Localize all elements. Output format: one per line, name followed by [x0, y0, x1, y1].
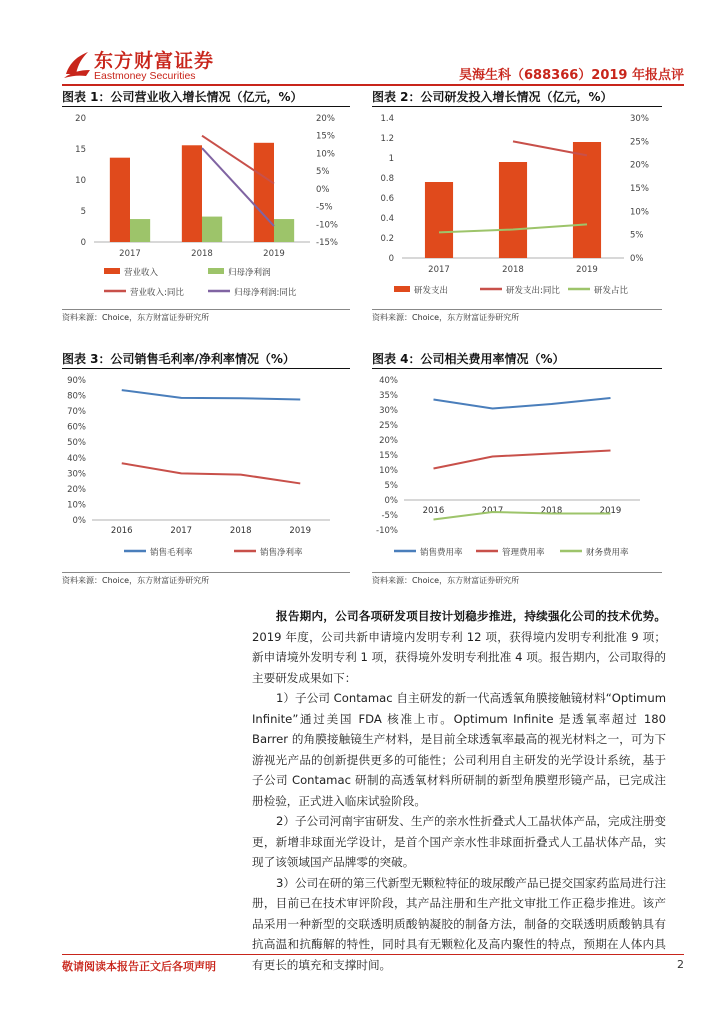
figure-4-source-rule	[372, 572, 662, 573]
legend-item-swatch	[394, 286, 410, 292]
figure-4-title-rule	[372, 368, 662, 369]
right-axis-tick: 15%	[316, 131, 335, 142]
figure-1-title: 图表 1：公司营业收入增长情况（亿元，%）	[62, 90, 303, 104]
footer-disclaimer: 敬请阅读本报告正文后各项声明	[62, 960, 216, 973]
legend-item-label: 财务费用率	[586, 548, 629, 558]
figure-3-title: 图表 3：公司销售毛利率/净利率情况（%）	[62, 352, 295, 366]
y-axis-tick: 20%	[67, 484, 86, 495]
y-axis-tick: 30%	[379, 406, 398, 416]
legend-item-label: 归母净利润	[228, 268, 271, 278]
legend-item-label: 销售净利率	[260, 548, 303, 558]
left-axis-tick: 0.8	[380, 174, 394, 184]
figure-2-title-rule	[372, 106, 662, 107]
right-axis-tick: 20%	[316, 114, 335, 124]
chart-1	[62, 108, 352, 308]
bar-归母净利润	[130, 219, 150, 242]
figure-2-source-rule	[372, 309, 662, 310]
y-axis-tick: 10%	[67, 500, 86, 511]
y-axis-tick: 40%	[67, 453, 86, 464]
x-axis-tick: 2018	[229, 526, 252, 536]
x-axis-tick: 2018	[540, 506, 563, 516]
paragraph-1	[252, 606, 666, 688]
body-text	[252, 606, 666, 975]
left-axis-tick: 0.6	[380, 194, 394, 204]
bar-营业收入	[182, 145, 202, 242]
header-rule	[62, 84, 684, 86]
y-axis-tick: -10%	[376, 526, 398, 536]
legend-item-label: 营业收入:同比	[130, 288, 184, 298]
brand-name-cn: 东方财富证券	[94, 50, 215, 72]
figure-1-source-rule	[62, 309, 350, 310]
paragraph-1-rest: 2019 年度，公司共新申请境内发明专利 12 项，获得境内发明专利批准 9 项；新申请境外发明专利 1 项，获得境外发明专利批准 4 项。报告期内，公司取得的主要研发成果如下：	[252, 629, 666, 685]
y-axis-tick: 90%	[67, 376, 86, 386]
right-axis-tick: 20%	[630, 160, 649, 171]
report-title: 昊海生科（688366）2019 年报点评	[459, 68, 684, 83]
legend-item-label: 研发支出:同比	[506, 286, 560, 296]
x-axis-tick: 2019	[289, 526, 312, 536]
paragraph-3: 2）子公司河南宇宙研发、生产的亲水性折叠式人工晶状体产品，完成注册变更，新增非球面光学设计，是首个国产亲水性非球面折叠式人工晶状体产品，实现了该领域国产品牌零的突破。	[252, 814, 666, 869]
figure-4-source: 资料来源：Choice，东方财富证券研究所	[372, 576, 520, 585]
y-axis-tick: 80%	[67, 391, 86, 402]
y-axis-tick: 0%	[72, 516, 86, 526]
figure-3-source-rule	[62, 572, 350, 573]
y-axis-tick: 40%	[379, 376, 398, 386]
x-axis-tick: 2018	[191, 249, 213, 259]
paragraph-4: 3）公司在研的第三代新型无颗粒特征的玻尿酸产品已提交国家药监局进行注册，目前已在技术审评阶段，其产品注册和生产批文审批工作正稳步推进。该产品采用一种新型的交联透明质酸钠凝胶的制备方法，制备的交联透明质酸钠具有抗高温和抗酶解的特性，同时具有无颗粒化及高内聚性的特点，预期在人体内具有更长的填充和支撑时间。	[252, 875, 666, 972]
legend-item-label: 销售费用率	[420, 548, 463, 558]
left-axis-tick: 0	[80, 238, 86, 248]
bar-营业收入	[254, 143, 274, 242]
bar-研发支出	[425, 182, 453, 258]
line-销售毛利率	[122, 390, 301, 399]
x-axis-tick: 2019	[263, 249, 285, 259]
right-axis-tick: 25%	[630, 137, 649, 148]
legend-item-label: 研发占比	[594, 286, 629, 296]
y-axis-tick: 50%	[67, 438, 86, 449]
line-管理费用率	[434, 451, 611, 469]
y-axis-tick: 0%	[384, 496, 398, 506]
y-axis-tick: 10%	[379, 466, 398, 476]
chart-2	[372, 108, 664, 308]
brand-name-en: Eastmoney Securities	[94, 70, 196, 82]
bar-归母净利润	[202, 217, 222, 242]
figure-1-title-rule	[62, 106, 350, 107]
left-axis-tick: 15	[75, 145, 86, 155]
left-axis-tick: 0	[388, 254, 394, 264]
x-axis-tick: 2017	[481, 506, 504, 516]
bar-研发支出	[499, 162, 527, 258]
y-axis-tick: 60%	[67, 422, 86, 433]
logo-icon	[62, 48, 92, 80]
x-axis-tick: 2019	[576, 265, 598, 275]
left-axis-tick: 1.4	[380, 114, 394, 124]
left-axis-tick: 1.2	[380, 134, 394, 144]
y-axis-tick: -5%	[381, 511, 398, 521]
figure-2-title: 图表 2：公司研发投入增长情况（亿元，%）	[372, 90, 613, 104]
x-axis-tick: 2019	[599, 506, 622, 516]
left-axis-tick: 0.2	[380, 234, 394, 244]
bar-归母净利润	[274, 219, 294, 242]
legend-item-label: 研发支出	[414, 286, 449, 296]
y-axis-tick: 30%	[67, 469, 86, 480]
figure-1-source: 资料来源：Choice，东方财富证券研究所	[62, 313, 210, 322]
x-axis-tick: 2016	[422, 506, 445, 516]
left-axis-tick: 1	[388, 154, 394, 164]
figure-2-source: 资料来源：Choice，东方财富证券研究所	[372, 313, 520, 322]
left-axis-tick: 20	[75, 114, 86, 124]
right-axis-tick: 30%	[630, 114, 649, 124]
x-axis-tick: 2017	[428, 265, 450, 275]
y-axis-tick: 70%	[67, 407, 86, 418]
bar-营业收入	[110, 158, 130, 242]
y-axis-tick: 35%	[379, 391, 398, 401]
right-axis-tick: 10%	[630, 207, 649, 218]
legend-item-label: 销售毛利率	[150, 548, 193, 558]
right-axis-tick: -15%	[316, 238, 338, 248]
right-axis-tick: 0%	[630, 254, 644, 264]
left-axis-tick: 10	[75, 176, 86, 186]
line-财务费用率	[434, 512, 611, 520]
logo	[62, 48, 92, 80]
line-销售净利率	[122, 463, 301, 483]
chart-3	[62, 370, 352, 570]
figure-3-title-rule	[62, 368, 350, 369]
x-axis-tick: 2017	[170, 526, 193, 536]
paragraph-2: 1）子公司 Contamac 自主研发的新一代高透氧角膜接触镜材料“Optimum Infinite”通过美国 FDA 核准上市。Optimum Infinite 是透氧率超过 180 Barrer 的角膜接触镜生产材料，是目前全球透氧率最高的视光材料之一，可为下游视光产品的创新提供更多的可能性；公司利用自主研发的光学设计系统，基于子公司 Contamac 研制的高透氧材料所研制的新型角膜塑形镜产品，已完成注册检验，正式进入临床试验阶段。	[252, 691, 666, 808]
y-axis-tick: 25%	[379, 421, 398, 431]
left-axis-tick: 0.4	[380, 214, 394, 224]
x-axis-tick: 2017	[119, 249, 141, 259]
legend-item-label: 归母净利润:同比	[234, 288, 297, 298]
legend-item-label: 营业收入	[124, 268, 159, 278]
bar-研发支出	[573, 142, 601, 258]
paragraph-1-lead: 报告期内，公司各项研发项目按计划稳步推进，持续强化公司的技术优势。	[276, 609, 666, 623]
y-axis-tick: 15%	[379, 451, 398, 461]
chart-4	[372, 370, 664, 570]
y-axis-tick: 20%	[379, 436, 398, 446]
right-axis-tick: 5%	[316, 167, 330, 178]
page-number: 2	[677, 958, 684, 971]
right-axis-tick: 5%	[630, 230, 644, 241]
right-axis-tick: 0%	[316, 184, 330, 195]
left-axis-tick: 5	[80, 207, 86, 217]
figure-4-title: 图表 4：公司相关费用率情况（%）	[372, 352, 565, 366]
x-axis-tick: 2018	[502, 265, 524, 275]
footer-rule	[62, 954, 684, 955]
right-axis-tick: 10%	[316, 149, 335, 160]
right-axis-tick: -5%	[316, 202, 333, 213]
legend-item-label: 管理费用率	[502, 548, 545, 558]
right-axis-tick: 15%	[630, 184, 649, 194]
y-axis-tick: 5%	[384, 481, 398, 491]
right-axis-tick: -10%	[316, 220, 338, 231]
figure-3-source: 资料来源：Choice，东方财富证券研究所	[62, 576, 210, 585]
line-销售费用率	[434, 398, 611, 409]
x-axis-tick: 2016	[110, 526, 133, 536]
legend-item-swatch	[104, 268, 120, 274]
legend-item-swatch	[208, 268, 224, 274]
